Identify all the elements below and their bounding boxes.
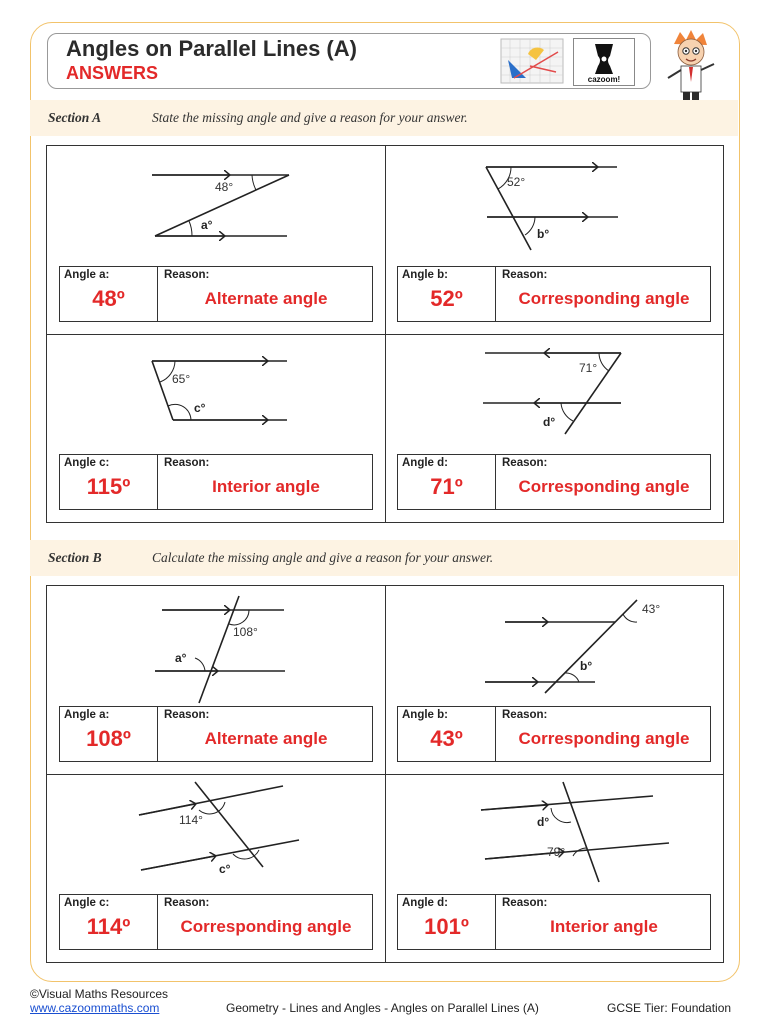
reason-answer: Corresponding angle — [518, 477, 690, 496]
unknown-angle-label: d° — [543, 415, 556, 429]
given-angle-label: 48° — [215, 180, 234, 194]
answer-box — [59, 266, 373, 322]
reason-answer: Alternate angle — [204, 729, 328, 748]
footer-credits — [30, 987, 168, 1015]
angle-answer: 48º — [92, 286, 125, 311]
angle-label: Angle c: — [64, 457, 110, 469]
cazoom-logo-icon — [573, 38, 635, 86]
angle-label: Angle b: — [402, 709, 448, 721]
diagram-b2 — [385, 586, 723, 706]
reason-label: Reason: — [164, 897, 210, 909]
diagram-a4 — [385, 334, 723, 454]
unknown-angle-label: d° — [537, 815, 550, 829]
reason-label: Reason: — [164, 457, 210, 469]
reason-label: Reason: — [502, 709, 548, 721]
given-angle-label: 71° — [579, 361, 598, 375]
section-b-label: Section B — [48, 550, 102, 565]
unknown-angle-label: a° — [201, 218, 213, 232]
given-angle-label: 108° — [233, 625, 258, 639]
angle-answer: 114º — [86, 914, 131, 939]
cazoom-logo — [573, 38, 635, 86]
answer-box — [397, 266, 711, 322]
question-a1 — [47, 146, 385, 334]
question-a2 — [385, 146, 723, 334]
unknown-angle-label: b° — [537, 227, 550, 241]
angle-answer: 108º — [86, 726, 131, 751]
angle-label: Angle d: — [402, 897, 448, 909]
question-b4 — [385, 774, 723, 962]
answer-box — [59, 894, 373, 950]
protractor-logo-icon — [500, 38, 564, 84]
diagram-b4 — [385, 774, 723, 894]
question-b3 — [47, 774, 385, 962]
diagram-a2 — [385, 146, 723, 266]
question-b2 — [385, 586, 723, 774]
reason-answer: Corresponding angle — [518, 729, 690, 748]
unknown-angle-label: c° — [194, 401, 206, 415]
reason-label: Reason: — [164, 269, 210, 281]
angle-label: Angle d: — [402, 457, 448, 469]
section-a-grid — [46, 145, 724, 523]
section-b-grid — [46, 585, 724, 963]
diagram-b1 — [47, 586, 385, 706]
reason-label: Reason: — [502, 457, 548, 469]
given-angle-label: 79° — [547, 845, 566, 859]
given-angle-label: 65° — [172, 372, 191, 386]
reason-answer: Corresponding angle — [518, 289, 690, 308]
answer-box — [397, 894, 711, 950]
cazoom-logo-text: cazoom! — [587, 75, 621, 84]
footer-url-link[interactable]: www.cazoommaths.com — [30, 1001, 160, 1015]
section-a-instruction: State the missing angle and give a reason for your answer. — [152, 110, 468, 125]
reason-answer: Interior angle — [212, 477, 320, 496]
reason-label: Reason: — [502, 269, 548, 281]
page-subtitle: ANSWERS — [66, 63, 159, 83]
answer-box — [59, 706, 373, 762]
angle-label: Angle a: — [64, 709, 110, 721]
question-b1 — [47, 586, 385, 774]
angle-answer: 43º — [430, 726, 463, 751]
angle-answer: 71º — [430, 474, 463, 499]
footer-topic: Geometry - Lines and Angles - Angles on Parallel Lines (A) — [226, 1001, 539, 1015]
diagram-b3 — [47, 774, 385, 894]
section-a-label: Section A — [48, 110, 102, 125]
section-b-instruction: Calculate the missing angle and give a reason for your answer. — [152, 550, 494, 565]
angle-answer: 115º — [86, 474, 131, 499]
footer-tier: GCSE Tier: Foundation — [607, 1001, 732, 1015]
given-angle-label: 114° — [179, 813, 203, 827]
angle-answer: 52º — [430, 286, 463, 311]
unknown-angle-label: a° — [175, 651, 187, 665]
answer-box — [397, 706, 711, 762]
answer-box — [59, 454, 373, 510]
angle-answer: 101º — [424, 914, 469, 939]
reason-label: Reason: — [164, 709, 210, 721]
given-angle-label: 43° — [642, 602, 661, 616]
angle-label: Angle b: — [402, 269, 448, 281]
unknown-angle-label: c° — [219, 862, 231, 876]
footer-copyright: ©Visual Maths Resources — [30, 987, 169, 1001]
reason-label: Reason: — [502, 897, 548, 909]
reason-answer: Alternate angle — [204, 289, 328, 308]
question-a4 — [385, 334, 723, 522]
angle-label: Angle c: — [64, 897, 110, 909]
angle-label: Angle a: — [64, 269, 110, 281]
diagram-a3 — [47, 334, 385, 454]
reason-answer: Interior angle — [550, 917, 658, 936]
page-title: Angles on Parallel Lines (A) — [66, 36, 357, 61]
diagram-a1 — [47, 146, 385, 266]
reason-answer: Corresponding angle — [180, 917, 352, 936]
unknown-angle-label: b° — [580, 659, 593, 673]
answer-box — [397, 454, 711, 510]
given-angle-label: 52° — [507, 175, 526, 189]
question-a3 — [47, 334, 385, 522]
